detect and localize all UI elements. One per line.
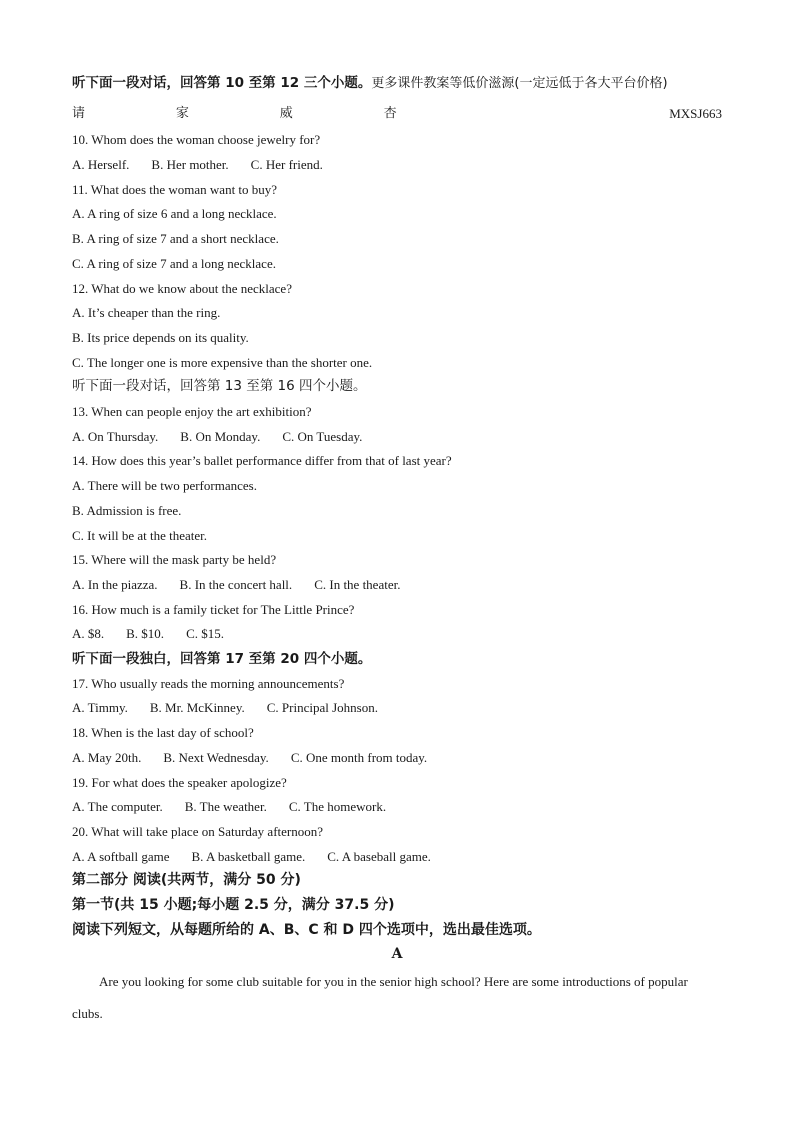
question-options bbox=[72, 700, 378, 716]
doc-code: MXSJ663 bbox=[669, 106, 722, 121]
question-options bbox=[72, 577, 400, 593]
option-b: B. The weather. bbox=[184, 799, 267, 814]
section-heading: 听下面一段对话，回答第 13 至第 16 四个小题。 bbox=[72, 378, 367, 394]
option-a: A. $8. bbox=[72, 626, 105, 641]
ad-text: 更多课件教案等低价滋源(一定远低于各大平台价格) bbox=[371, 76, 668, 91]
option-a: A. In the piazza. bbox=[72, 577, 158, 592]
option-b: B. In the concert hall. bbox=[179, 577, 293, 592]
question-options bbox=[72, 429, 362, 445]
option-b: B. Admission is free. bbox=[72, 503, 182, 518]
spread-char: 家 bbox=[175, 106, 189, 121]
option-c: C. The longer one is more expensive than the shorter one. bbox=[72, 355, 373, 370]
option-b: B. Next Wednesday. bbox=[163, 750, 269, 765]
question-options bbox=[72, 799, 386, 815]
question-stem: 12. What do we know about the necklace? bbox=[72, 281, 292, 296]
instructions: 阅读下列短文，从每题所给的 A、B、C 和 D 四个选项中，选出最佳选项。 bbox=[72, 922, 541, 938]
question-stem: 15. Where will the mask party be held? bbox=[72, 552, 277, 567]
question-stem: 17. Who usually reads the morning announcements? bbox=[72, 676, 345, 691]
option-a: A. Herself. bbox=[72, 157, 130, 172]
passage-label: A bbox=[391, 946, 403, 962]
option-c: C. Her friend. bbox=[250, 157, 323, 172]
option-b: B. $10. bbox=[126, 626, 165, 641]
option-a: A. It’s cheaper than the ring. bbox=[72, 305, 221, 320]
option-b: B. On Monday. bbox=[180, 429, 261, 444]
option-b: B. Its price depends on its quality. bbox=[72, 330, 249, 345]
dialog-intro-heading: 听下面一段对话，回答第 10 至第 12 三个小题。 bbox=[72, 75, 372, 91]
option-a: A. On Thursday. bbox=[72, 429, 159, 444]
spread-char: 杏 bbox=[383, 106, 397, 121]
option-b: B. A basketball game. bbox=[191, 849, 306, 864]
dialog-intro-line bbox=[72, 75, 668, 92]
option-a: A. The computer. bbox=[72, 799, 163, 814]
option-a: A. There will be two performances. bbox=[72, 478, 257, 493]
part-title: 第二部分 阅读(共两节，满分 50 分) bbox=[72, 872, 301, 888]
question-stem: 16. How much is a family ticket for The Little Prince? bbox=[72, 602, 355, 617]
option-c: C. On Tuesday. bbox=[282, 429, 363, 444]
option-c: C. $15. bbox=[186, 626, 224, 641]
option-c: C. One month from today. bbox=[290, 750, 428, 765]
question-stem: 13. When can people enjoy the art exhibition? bbox=[72, 404, 312, 419]
question-stem: 18. When is the last day of school? bbox=[72, 725, 254, 740]
option-a: A. May 20th. bbox=[72, 750, 142, 765]
question-options bbox=[72, 157, 323, 173]
option-a: A. A ring of size 6 and a long necklace. bbox=[72, 206, 277, 221]
section-title: 第一节(共 15 小题;每小题 2.5 分，满分 37.5 分) bbox=[72, 897, 395, 913]
watermark-line bbox=[72, 106, 722, 122]
question-stem: 14. How does this year’s ballet performance differ from that of last year? bbox=[72, 453, 452, 468]
option-b: B. A ring of size 7 and a short necklace. bbox=[72, 231, 279, 246]
section-heading: 听下面一段独白，回答第 17 至第 20 四个小题。 bbox=[72, 651, 372, 667]
option-a: A. Timmy. bbox=[72, 700, 128, 715]
option-c: C. Principal Johnson. bbox=[266, 700, 378, 715]
option-c: C. The homework. bbox=[288, 799, 387, 814]
question-stem: 11. What does the woman want to buy? bbox=[72, 182, 278, 197]
question-options bbox=[72, 849, 431, 865]
passage-paragraph: Are you looking for some club suitable for you in the senior high school? Here are some introductions of popular clubs. bbox=[72, 974, 688, 1021]
spread-char: 请 bbox=[72, 106, 86, 121]
spread-char: 威 bbox=[279, 106, 293, 121]
option-c: C. A baseball game. bbox=[327, 849, 431, 864]
option-c: C. In the theater. bbox=[314, 577, 401, 592]
option-b: B. Mr. McKinney. bbox=[149, 700, 245, 715]
option-c: C. A ring of size 7 and a long necklace. bbox=[72, 256, 276, 271]
option-a: A. A softball game bbox=[72, 849, 170, 864]
question-options bbox=[72, 750, 427, 766]
question-options bbox=[72, 626, 224, 642]
question-stem: 19. For what does the speaker apologize? bbox=[72, 775, 287, 790]
question-stem: 10. Whom does the woman choose jewelry for? bbox=[72, 132, 321, 147]
option-c: C. It will be at the theater. bbox=[72, 528, 208, 543]
question-stem: 20. What will take place on Saturday afternoon? bbox=[72, 824, 324, 839]
option-b: B. Her mother. bbox=[151, 157, 229, 172]
